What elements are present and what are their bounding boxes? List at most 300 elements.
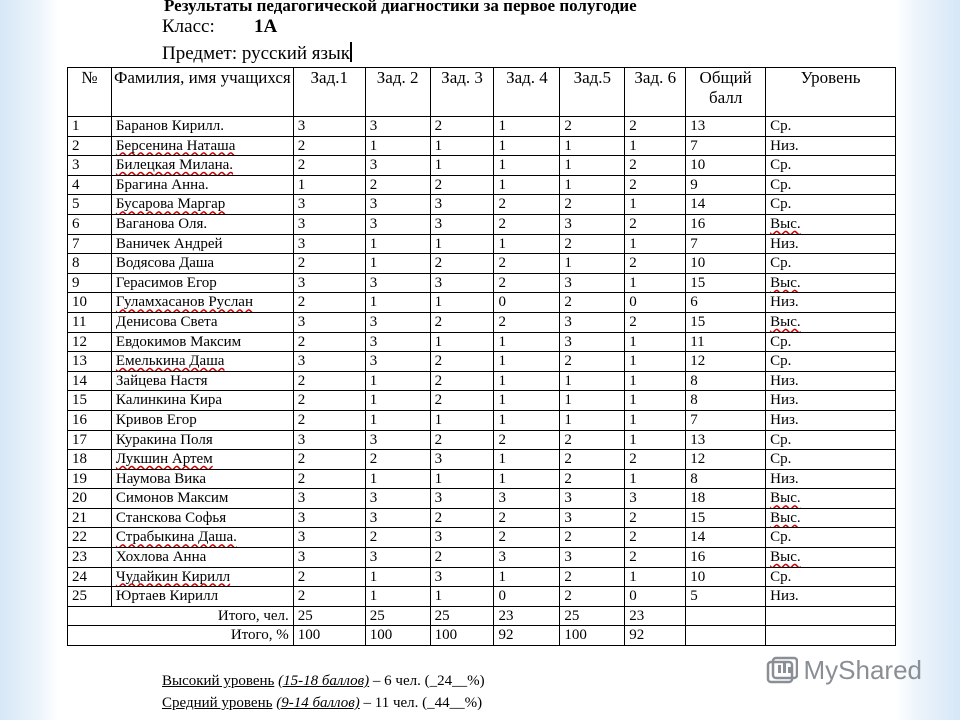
table-row <box>68 136 896 156</box>
table-cell <box>560 587 625 607</box>
class-line <box>162 16 278 38</box>
student-name: Денисова Света <box>115 313 218 330</box>
table-cell <box>68 293 112 313</box>
table-row <box>68 312 896 332</box>
table-cell <box>766 293 896 313</box>
table-cell <box>686 508 766 528</box>
table-cell <box>430 195 494 215</box>
cell-value: 3 <box>369 509 378 526</box>
student-name: Симонов Максим <box>115 490 229 507</box>
cell-value: 2 <box>564 470 572 487</box>
student-name: Ваганова Оля. <box>115 215 208 232</box>
table-cell <box>625 195 686 215</box>
table-cell <box>293 371 365 391</box>
table-cell <box>560 489 625 509</box>
cell-value: 3 <box>369 431 378 448</box>
table-cell <box>68 587 112 607</box>
table-cell <box>494 117 560 137</box>
cell-value: 11 <box>72 313 87 330</box>
cell-value: 22 <box>72 529 87 546</box>
table-cell <box>686 469 766 489</box>
table-cell <box>625 548 686 568</box>
level-value: Низ. <box>770 294 799 311</box>
cell-value: 3 <box>434 490 443 507</box>
cell-value: 13 <box>690 431 706 448</box>
cell-value: 2 <box>564 568 572 585</box>
table-cell <box>68 273 112 293</box>
cell-value: 1 <box>498 333 506 350</box>
myshared-watermark <box>766 655 923 686</box>
table-cell <box>111 391 293 411</box>
table-row <box>68 489 896 509</box>
student-name: Ваничек Андрей <box>115 235 223 252</box>
table-cell <box>68 175 112 195</box>
table-cell <box>365 410 430 430</box>
student-name: Баранов Кирилл. <box>115 118 224 134</box>
cell-value: 2 <box>297 451 306 468</box>
cell-value: 2 <box>297 372 306 389</box>
table-cell <box>766 528 896 548</box>
table-cell <box>293 273 365 293</box>
cell-value: 3 <box>564 274 572 291</box>
table-cell <box>494 136 560 156</box>
table-cell <box>293 195 365 215</box>
table-cell <box>560 469 625 489</box>
table-cell <box>365 273 430 293</box>
table-cell <box>430 352 494 372</box>
table-row <box>68 528 896 548</box>
table-cell <box>365 371 430 391</box>
table-cell <box>560 391 625 411</box>
cell-value: 2 <box>498 313 506 330</box>
table-cell <box>293 430 365 450</box>
table-row <box>68 332 896 352</box>
empty-cell <box>766 626 896 646</box>
level-value: Ср. <box>770 255 792 272</box>
table-row <box>68 469 896 489</box>
cell-value: 3 <box>564 490 572 507</box>
table-cell <box>365 391 430 411</box>
table-cell <box>766 548 896 568</box>
empty-cell <box>686 626 766 646</box>
cell-value: 3 <box>434 529 443 546</box>
student-name: Чудайкин Кирилл <box>115 568 231 585</box>
table-cell <box>365 156 430 176</box>
cell-value: 25 <box>72 588 87 605</box>
cell-value: 2 <box>629 529 637 546</box>
level-value: Ср. <box>770 157 792 174</box>
cell-value: 3 <box>297 215 306 232</box>
table-cell <box>293 567 365 587</box>
table-cell <box>293 136 365 156</box>
cell-value: 2 <box>498 196 506 213</box>
cell-value: 0 <box>498 588 506 605</box>
student-name: Страбыкина Даша. <box>115 529 237 546</box>
cell-value: 12 <box>72 333 87 350</box>
cell-value: 1 <box>498 137 506 154</box>
cell-value: 1 <box>629 411 637 428</box>
cell-value: 3 <box>369 549 378 566</box>
table-cell <box>111 371 293 391</box>
table-cell <box>625 410 686 430</box>
table-cell <box>766 371 896 391</box>
cell-value: 13 <box>72 353 87 370</box>
table-cell <box>365 254 430 274</box>
table-cell <box>494 214 560 234</box>
cell-value: 2 <box>629 509 637 526</box>
cell-value: 2 <box>498 431 506 448</box>
level-value: Ср. <box>770 529 792 546</box>
table-cell <box>68 195 112 215</box>
table-cell <box>365 214 430 234</box>
cell-value: 10 <box>72 294 87 311</box>
cell-value: 3 <box>369 313 378 330</box>
table-cell <box>560 508 625 528</box>
subject-value: русский язык <box>241 43 351 64</box>
cell-value: 3 <box>297 490 306 507</box>
table-row <box>68 548 896 568</box>
table-cell <box>430 469 494 489</box>
level-value: Ср. <box>770 176 792 193</box>
cell-value: 2 <box>564 118 572 134</box>
column-header: Уровень <box>766 68 896 117</box>
table-cell <box>365 450 430 470</box>
cell-value: 19 <box>72 470 87 487</box>
table-cell <box>494 195 560 215</box>
table-cell <box>293 156 365 176</box>
cell-value: 2 <box>369 451 378 468</box>
table-cell <box>494 489 560 509</box>
cell-value: 7 <box>72 235 80 252</box>
subject-line <box>162 42 352 65</box>
cell-value: 2 <box>564 431 572 448</box>
table-cell <box>686 371 766 391</box>
table-cell <box>686 548 766 568</box>
table-cell <box>625 450 686 470</box>
table-cell <box>68 548 112 568</box>
table-row <box>68 508 896 528</box>
table-cell <box>293 489 365 509</box>
cell-value: 1 <box>498 411 506 428</box>
table-cell <box>766 117 896 137</box>
cell-value: 17 <box>72 431 87 448</box>
student-name: Куракина Поля <box>115 431 213 448</box>
document-page <box>58 0 896 720</box>
table-cell <box>68 254 112 274</box>
slide-edge-right <box>896 0 960 720</box>
cell-value: 3 <box>297 313 306 330</box>
totals-value: 25 <box>365 606 430 626</box>
table-cell <box>111 234 293 254</box>
table-cell <box>494 469 560 489</box>
totals-label: Итого, % <box>68 626 294 646</box>
cell-value: 5 <box>690 588 698 605</box>
table-row <box>68 567 896 587</box>
cell-value: 2 <box>564 294 572 311</box>
cell-value: 2 <box>297 294 306 311</box>
cell-value: 9 <box>690 176 698 193</box>
student-name: Лукшин Артем <box>115 451 213 468</box>
table-cell <box>68 567 112 587</box>
cell-value: 3 <box>498 549 506 566</box>
table-cell <box>494 175 560 195</box>
cell-value: 6 <box>690 294 698 311</box>
table-cell <box>560 273 625 293</box>
table-cell <box>68 214 112 234</box>
table-cell <box>365 567 430 587</box>
table-header-row <box>68 68 896 117</box>
table-cell <box>430 489 494 509</box>
cell-value: 1 <box>498 451 506 468</box>
table-cell <box>111 469 293 489</box>
column-header: Общий балл <box>686 68 766 117</box>
table-cell <box>111 548 293 568</box>
totals-value: 100 <box>365 626 430 646</box>
table-cell <box>686 391 766 411</box>
table-cell <box>494 332 560 352</box>
table-cell <box>111 332 293 352</box>
cell-value: 0 <box>629 294 637 311</box>
cell-value: 3 <box>564 313 572 330</box>
table-cell <box>68 450 112 470</box>
table-cell <box>68 136 112 156</box>
cell-value: 3 <box>297 549 306 566</box>
level-value: Ср. <box>770 568 792 585</box>
level-value: Низ. <box>770 137 799 154</box>
cell-value: 1 <box>369 411 378 428</box>
table-cell <box>365 293 430 313</box>
table-cell <box>293 391 365 411</box>
cell-value: 2 <box>297 255 306 272</box>
table-row <box>68 391 896 411</box>
table-cell <box>293 312 365 332</box>
cell-value: 21 <box>72 509 87 526</box>
table-cell <box>68 156 112 176</box>
cell-value: 16 <box>690 215 706 232</box>
cell-value: 6 <box>72 215 80 232</box>
table-cell <box>686 489 766 509</box>
cell-value: 12 <box>690 451 706 468</box>
cell-value: 3 <box>297 509 306 526</box>
cell-value: 1 <box>434 588 443 605</box>
table-cell <box>68 391 112 411</box>
cell-value: 3 <box>564 215 572 232</box>
table-cell <box>494 273 560 293</box>
cell-value: 3 <box>369 333 378 350</box>
table-row <box>68 117 896 137</box>
student-name: Станскова Софья <box>115 509 227 526</box>
student-name: Бусарова Маргар <box>115 196 226 213</box>
cell-value: 7 <box>690 137 698 154</box>
table-cell <box>430 410 494 430</box>
table-cell <box>686 136 766 156</box>
cell-value: 3 <box>369 215 378 232</box>
cell-value: 1 <box>434 294 443 311</box>
cell-value: 9 <box>72 274 80 291</box>
table-cell <box>430 214 494 234</box>
table-cell <box>766 234 896 254</box>
table-cell <box>68 508 112 528</box>
cell-value: 2 <box>297 470 306 487</box>
table-cell <box>686 175 766 195</box>
table-cell <box>68 312 112 332</box>
table-cell <box>430 234 494 254</box>
table-cell <box>766 136 896 156</box>
column-header: № <box>68 68 112 117</box>
cell-value: 3 <box>434 215 443 232</box>
table-cell <box>625 273 686 293</box>
cell-value: 1 <box>564 372 572 389</box>
table-cell <box>111 567 293 587</box>
table-cell <box>494 410 560 430</box>
cell-value: 3 <box>297 353 306 370</box>
totals-value: 23 <box>625 606 686 626</box>
cell-value: 2 <box>498 255 506 272</box>
cell-value: 12 <box>690 353 706 370</box>
table-cell <box>494 293 560 313</box>
table-cell <box>625 293 686 313</box>
cell-value: 3 <box>297 529 306 546</box>
table-cell <box>68 489 112 509</box>
table-cell <box>686 332 766 352</box>
table-cell <box>686 352 766 372</box>
table-cell <box>560 410 625 430</box>
student-name: Брагина Анна. <box>115 176 209 193</box>
cell-value: 2 <box>434 372 443 389</box>
table-cell <box>430 332 494 352</box>
table-cell <box>686 410 766 430</box>
table-cell <box>494 234 560 254</box>
table-cell <box>766 352 896 372</box>
table-cell <box>68 117 112 137</box>
cell-value: 2 <box>564 235 572 252</box>
cell-value: 1 <box>629 392 637 409</box>
cell-value: 3 <box>369 118 378 134</box>
totals-value: 100 <box>293 626 365 646</box>
cell-value: 1 <box>369 255 378 272</box>
table-row <box>68 273 896 293</box>
cell-value: 2 <box>434 176 443 193</box>
table-cell <box>68 352 112 372</box>
summary-medium-rest: – 11 чел. (_44__%) <box>363 695 483 711</box>
cell-value: 1 <box>564 137 572 154</box>
table-cell <box>766 450 896 470</box>
table-cell <box>68 332 112 352</box>
cell-value: 1 <box>369 137 378 154</box>
cell-value: 3 <box>369 274 378 291</box>
level-value: Низ. <box>770 588 799 605</box>
table-body <box>68 117 896 646</box>
table-cell <box>365 587 430 607</box>
cell-value: 1 <box>369 470 378 487</box>
table-cell <box>766 273 896 293</box>
table-cell <box>494 567 560 587</box>
table-cell <box>430 587 494 607</box>
cell-value: 2 <box>498 274 506 291</box>
student-name: Евдокимов Максим <box>115 333 242 350</box>
table-cell <box>430 567 494 587</box>
table-cell <box>68 410 112 430</box>
table-cell <box>625 430 686 450</box>
cell-value: 2 <box>629 255 637 272</box>
table-row <box>68 410 896 430</box>
cell-value: 15 <box>690 274 706 291</box>
table-cell <box>111 528 293 548</box>
cell-value: 0 <box>629 588 637 605</box>
cell-value: 2 <box>629 313 637 330</box>
table-cell <box>766 587 896 607</box>
cell-value: 2 <box>629 118 637 134</box>
table-cell <box>293 293 365 313</box>
table-cell <box>111 410 293 430</box>
cell-value: 2 <box>297 392 306 409</box>
table-cell <box>560 548 625 568</box>
table-cell <box>686 195 766 215</box>
column-header: Фамилия, имя учащихся <box>111 68 293 117</box>
cell-value: 1 <box>498 372 506 389</box>
table-cell <box>560 117 625 137</box>
table-cell <box>494 548 560 568</box>
cell-value: 2 <box>297 137 306 154</box>
level-value: Выс. <box>770 490 801 507</box>
cell-value: 15 <box>690 509 706 526</box>
cell-value: 3 <box>498 490 506 507</box>
cell-value: 3 <box>434 274 443 291</box>
cell-value: 2 <box>564 529 572 546</box>
table-cell <box>766 312 896 332</box>
table-cell <box>686 234 766 254</box>
cell-value: 3 <box>434 451 443 468</box>
cell-value: 2 <box>297 333 306 350</box>
table-cell <box>365 352 430 372</box>
cell-value: 3 <box>72 157 80 174</box>
table-cell <box>365 489 430 509</box>
text-cursor <box>350 42 352 62</box>
cell-value: 2 <box>369 176 378 193</box>
level-value: Ср. <box>770 431 792 448</box>
table-cell <box>430 548 494 568</box>
table-cell <box>494 391 560 411</box>
table-cell <box>430 156 494 176</box>
table-cell <box>293 450 365 470</box>
level-value: Ср. <box>770 196 792 213</box>
cell-value: 1 <box>629 470 637 487</box>
cell-value: 10 <box>690 568 706 585</box>
cell-value: 2 <box>72 137 80 154</box>
student-name: Калинкина Кира <box>115 392 222 409</box>
table-cell <box>494 430 560 450</box>
totals-value: 25 <box>560 606 625 626</box>
table-cell <box>293 214 365 234</box>
table-cell <box>111 587 293 607</box>
cell-value: 1 <box>434 157 443 174</box>
level-value: Низ. <box>770 392 799 409</box>
cell-value: 2 <box>629 176 637 193</box>
summary-high <box>162 673 485 690</box>
table-cell <box>560 293 625 313</box>
cell-value: 1 <box>498 235 506 252</box>
table-cell <box>111 254 293 274</box>
table-cell <box>68 234 112 254</box>
level-value: Низ. <box>770 372 799 389</box>
cell-value: 2 <box>564 353 572 370</box>
table-cell <box>430 117 494 137</box>
table-cell <box>686 528 766 548</box>
cell-value: 3 <box>297 196 306 213</box>
cell-value: 2 <box>629 549 637 566</box>
cell-value: 7 <box>690 235 698 252</box>
table-cell <box>625 156 686 176</box>
